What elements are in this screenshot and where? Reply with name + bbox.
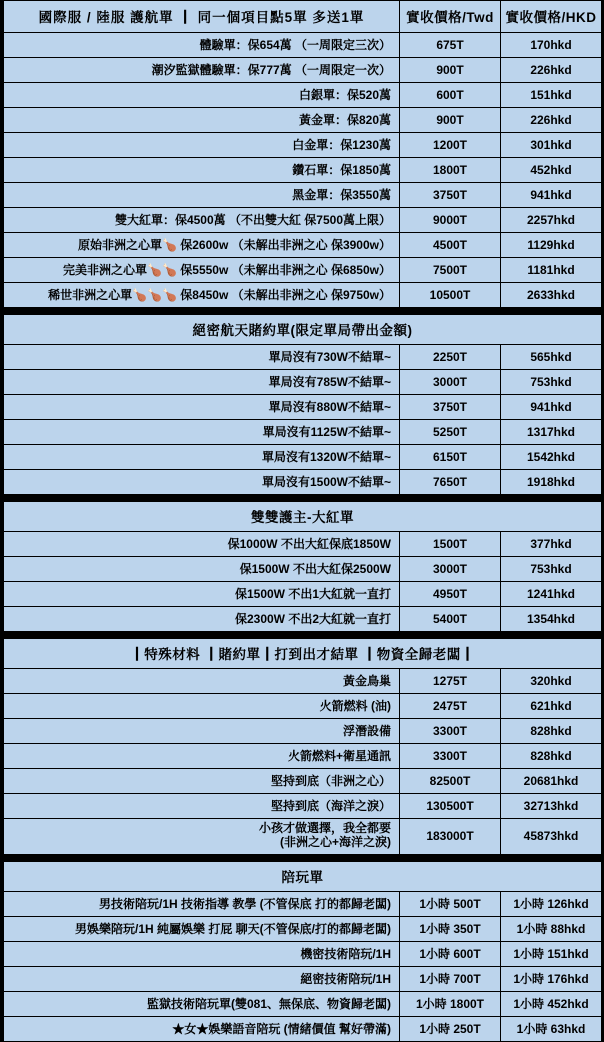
section-spacer: [4, 308, 602, 315]
row-price-twd: 675T: [400, 33, 501, 58]
table-row: [4, 819, 602, 855]
table-row: [4, 794, 602, 819]
table-row: [4, 744, 602, 769]
row-price-twd: 1小時 250T: [400, 1016, 501, 1041]
table-row: [4, 283, 602, 308]
row-description: ★女★娛樂語音陪玩 (情緒價值 幫好帶滿): [4, 1016, 400, 1041]
row-price-hkd: 1241hkd: [501, 582, 602, 607]
row-price-hkd: 1542hkd: [501, 445, 602, 470]
table-row: [4, 208, 602, 233]
row-price-hkd: 1小時 176hkd: [501, 966, 602, 991]
table-row: [4, 258, 602, 283]
section-title-row: [4, 315, 602, 345]
row-price-hkd: 377hkd: [501, 532, 602, 557]
row-description: 保1500W 不出大紅保2500W: [4, 557, 400, 582]
table-row: [4, 991, 602, 1016]
row-description: 單局沒有880W不結單~: [4, 395, 400, 420]
row-description: 鑽石單：保1850萬: [4, 158, 400, 183]
row-price-twd: 1500T: [400, 532, 501, 557]
row-price-hkd: 1小時 63hkd: [501, 1016, 602, 1041]
row-price-hkd: 753hkd: [501, 557, 602, 582]
row-description: 體驗單：保654萬 （一周限定三次）: [4, 33, 400, 58]
row-price-hkd: 226hkd: [501, 58, 602, 83]
row-description: 男技術陪玩/1H 技術指導 教學 (不管保底 打的都歸老闆): [4, 891, 400, 916]
row-price-twd: 4500T: [400, 233, 501, 258]
row-price-hkd: 2257hkd: [501, 208, 602, 233]
row-price-hkd: 226hkd: [501, 108, 602, 133]
row-price-hkd: 452hkd: [501, 158, 602, 183]
row-description: 單局沒有1320W不結單~: [4, 445, 400, 470]
row-description: 單局沒有730W不結單~: [4, 345, 400, 370]
row-price-hkd: 565hkd: [501, 345, 602, 370]
table-row: [4, 158, 602, 183]
row-price-hkd: 941hkd: [501, 183, 602, 208]
row-price-twd: 900T: [400, 108, 501, 133]
table-row: [4, 669, 602, 694]
header-description: 國際服 / 陸服 護航單 ┃ 同一個項目點5單 多送1單: [4, 1, 400, 33]
row-description: 單局沒有785W不結單~: [4, 370, 400, 395]
row-price-twd: 600T: [400, 83, 501, 108]
table-header-row: [4, 1, 602, 33]
row-price-hkd: 2633hkd: [501, 283, 602, 308]
section-spacer: [4, 632, 602, 639]
row-price-twd: 3750T: [400, 395, 501, 420]
table-row: [4, 133, 602, 158]
row-description: 黃金鳥巢: [4, 669, 400, 694]
table-row: [4, 420, 602, 445]
row-price-hkd: 1小時 452hkd: [501, 991, 602, 1016]
row-price-twd: 3750T: [400, 183, 501, 208]
table-row: [4, 470, 602, 495]
row-price-hkd: 320hkd: [501, 669, 602, 694]
table-row: [4, 33, 602, 58]
table-row: [4, 108, 602, 133]
row-price-twd: 3000T: [400, 557, 501, 582]
row-price-hkd: 828hkd: [501, 719, 602, 744]
row-description: 白銀單：保520萬: [4, 83, 400, 108]
row-description: 原始非洲之心單🍗 保2600w （未解出非洲之心 保3900w）: [4, 233, 400, 258]
price-table: [3, 0, 602, 1042]
row-price-hkd: 753hkd: [501, 370, 602, 395]
table-row: [4, 607, 602, 632]
table-row: [4, 233, 602, 258]
section-title: ┃特殊材料 ┃賭約單┃打到出才結單 ┃物資全歸老闆┃: [4, 639, 602, 669]
row-price-hkd: 1918hkd: [501, 470, 602, 495]
table-row: [4, 532, 602, 557]
row-price-twd: 9000T: [400, 208, 501, 233]
row-price-twd: 5250T: [400, 420, 501, 445]
row-price-twd: 6150T: [400, 445, 501, 470]
row-description: 稀世非洲之心單🍗🍗🍗 保8450w （未解出非洲之心 保9750w）: [4, 283, 400, 308]
row-price-twd: 2475T: [400, 694, 501, 719]
section-title-row: [4, 502, 602, 532]
row-price-twd: 1小時 700T: [400, 966, 501, 991]
table-row: [4, 694, 602, 719]
table-row: [4, 557, 602, 582]
row-price-twd: 10500T: [400, 283, 501, 308]
section-title: 絕密航天賭約單(限定單局帶出金額): [4, 315, 602, 345]
row-price-twd: 4950T: [400, 582, 501, 607]
table-row: [4, 916, 602, 941]
row-description: 雙大紅單：保4500萬 （不出雙大紅 保7500萬上限）: [4, 208, 400, 233]
row-description: 機密技術陪玩/1H: [4, 941, 400, 966]
row-price-hkd: 32713hkd: [501, 794, 602, 819]
row-price-twd: 5400T: [400, 607, 501, 632]
row-description: 火箭燃料+衛星通訊: [4, 744, 400, 769]
row-price-twd: 1小時 350T: [400, 916, 501, 941]
row-description: 火箭燃料 (油): [4, 694, 400, 719]
row-description: 白金單：保1230萬: [4, 133, 400, 158]
row-description: 堅持到底（海洋之淚）: [4, 794, 400, 819]
table-row: [4, 445, 602, 470]
row-price-twd: 1200T: [400, 133, 501, 158]
row-description: 潮汐監獄體驗單：保777萬 （一周限定一次）: [4, 58, 400, 83]
table-row: [4, 719, 602, 744]
row-price-hkd: 1小時 126hkd: [501, 891, 602, 916]
table-row: [4, 345, 602, 370]
row-price-hkd: 1129hkd: [501, 233, 602, 258]
row-description: 浮潛設備: [4, 719, 400, 744]
row-description: 保2300W 不出2大紅就一直打: [4, 607, 400, 632]
row-price-hkd: 621hkd: [501, 694, 602, 719]
row-price-hkd: 1317hkd: [501, 420, 602, 445]
row-description: 黑金單：保3550萬: [4, 183, 400, 208]
table-row: [4, 370, 602, 395]
row-price-twd: 3300T: [400, 719, 501, 744]
row-description: 完美非洲之心單🍗🍗 保5550w （未解出非洲之心 保6850w）: [4, 258, 400, 283]
row-price-hkd: 301hkd: [501, 133, 602, 158]
row-description: 黃金單：保820萬: [4, 108, 400, 133]
row-description: 保1000W 不出大紅保底1850W: [4, 532, 400, 557]
row-price-hkd: 828hkd: [501, 744, 602, 769]
row-price-twd: 900T: [400, 58, 501, 83]
table-row: [4, 891, 602, 916]
row-price-hkd: 1181hkd: [501, 258, 602, 283]
row-description: 男娛樂陪玩/1H 純屬娛樂 打屁 聊天(不管保底/打的都歸老闆): [4, 916, 400, 941]
table-row: [4, 1016, 602, 1041]
row-price-twd: 1小時 1800T: [400, 991, 501, 1016]
row-description: 絕密技術陪玩/1H: [4, 966, 400, 991]
section-title: 雙雙護主-大紅單: [4, 502, 602, 532]
row-price-hkd: 170hkd: [501, 33, 602, 58]
row-price-twd: 82500T: [400, 769, 501, 794]
spacer-cell: [4, 308, 602, 315]
row-price-hkd: 1354hkd: [501, 607, 602, 632]
table-row: [4, 395, 602, 420]
row-description: 小孩才做選擇，我全都要 (非洲之心+海洋之淚): [4, 819, 400, 855]
row-description: 堅持到底（非洲之心）: [4, 769, 400, 794]
table-row: [4, 582, 602, 607]
row-price-twd: 183000T: [400, 819, 501, 855]
table-row: [4, 941, 602, 966]
table-row: [4, 769, 602, 794]
row-price-twd: 3300T: [400, 744, 501, 769]
row-price-twd: 1小時 600T: [400, 941, 501, 966]
row-price-twd: 2250T: [400, 345, 501, 370]
spacer-cell: [4, 495, 602, 502]
row-description: 單局沒有1125W不結單~: [4, 420, 400, 445]
row-price-twd: 1800T: [400, 158, 501, 183]
row-price-hkd: 20681hkd: [501, 769, 602, 794]
spacer-cell: [4, 632, 602, 639]
row-price-hkd: 941hkd: [501, 395, 602, 420]
row-price-twd: 130500T: [400, 794, 501, 819]
section-title-row: [4, 861, 602, 891]
spacer-cell: [4, 854, 602, 861]
section-spacer: [4, 854, 602, 861]
section-spacer: [4, 495, 602, 502]
row-description: 保1500W 不出1大紅就一直打: [4, 582, 400, 607]
row-price-hkd: 1小時 88hkd: [501, 916, 602, 941]
row-price-twd: 1275T: [400, 669, 501, 694]
row-description: 監獄技術陪玩單(雙081、無保底、物資歸老闆): [4, 991, 400, 1016]
row-price-hkd: 151hkd: [501, 83, 602, 108]
row-price-hkd: 45873hkd: [501, 819, 602, 855]
row-description: 單局沒有1500W不結單~: [4, 470, 400, 495]
section-title-row: [4, 639, 602, 669]
table-row: [4, 183, 602, 208]
row-price-hkd: 1小時 151hkd: [501, 941, 602, 966]
table-row: [4, 58, 602, 83]
section-title: 陪玩單: [4, 861, 602, 891]
row-price-twd: 1小時 500T: [400, 891, 501, 916]
header-price-hkd: 實收價格/HKD: [501, 1, 602, 33]
header-price-twd: 實收價格/Twd: [400, 1, 501, 33]
table-row: [4, 966, 602, 991]
row-price-twd: 3000T: [400, 370, 501, 395]
row-price-twd: 7650T: [400, 470, 501, 495]
row-price-twd: 7500T: [400, 258, 501, 283]
table-row: [4, 83, 602, 108]
price-table-body: [4, 1, 602, 1042]
